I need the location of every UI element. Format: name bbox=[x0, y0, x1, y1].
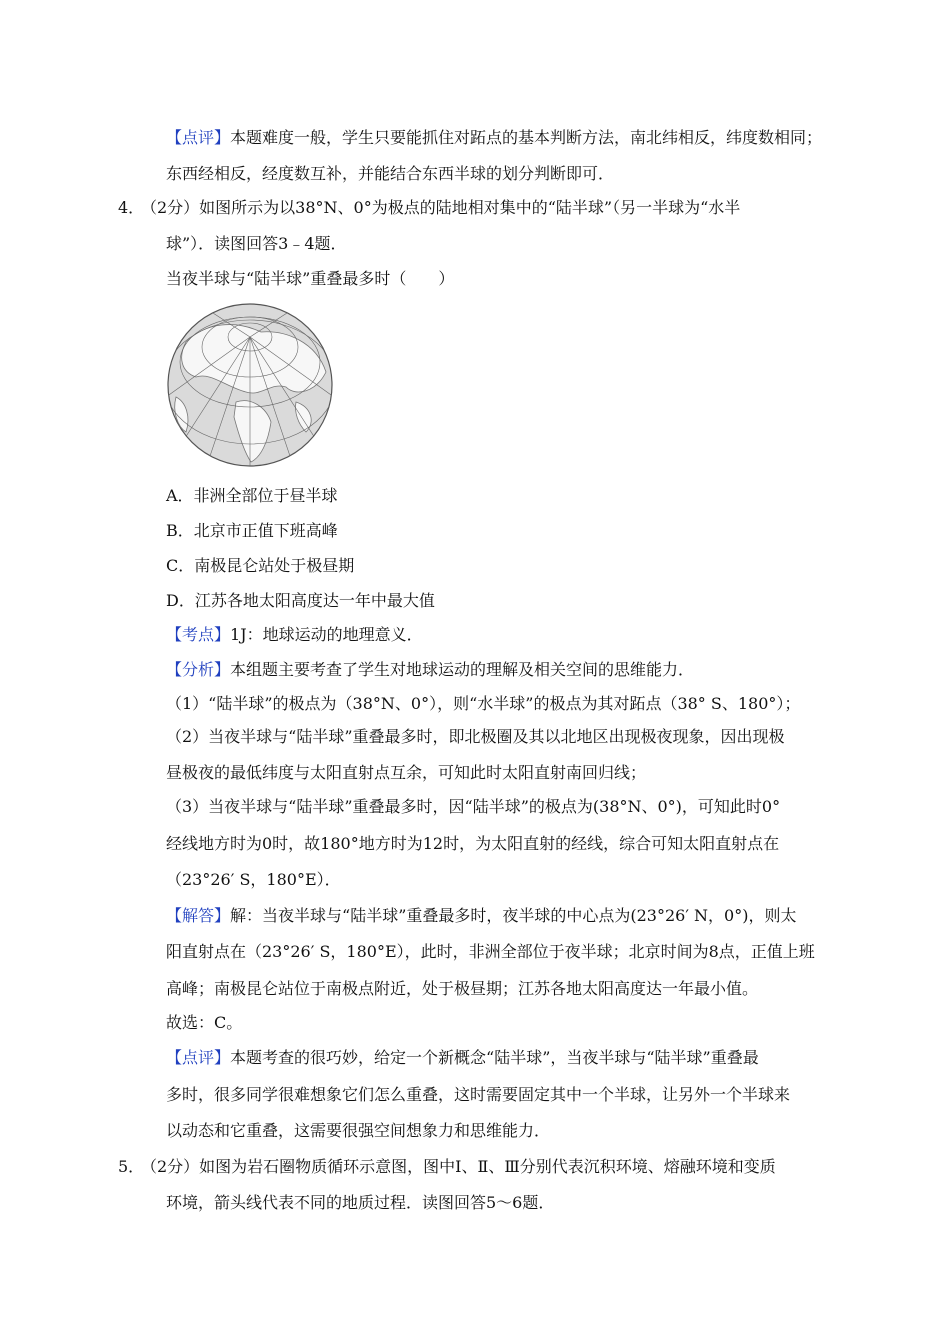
answer-line: 故选：C。 bbox=[166, 1013, 243, 1032]
analysis-line: （3）当夜半球与“陆半球”重叠最多时，因“陆半球”的极点为(38°N、0°)，可知此时0° bbox=[166, 797, 781, 816]
review-text-line: 东西经相反，经度数互补，并能结合东西半球的划分判断即可． bbox=[166, 164, 615, 183]
review-paragraph-1 bbox=[166, 128, 822, 148]
analysis-line: （1）“陆半球”的极点为（38°N、0°），则“水半球”的极点为其对跖点（38° S、180°）； bbox=[166, 694, 801, 713]
jieda-text: 解：当夜半球与“陆半球”重叠最多时，夜半球的中心点为(23°26′ N，0°)，则太 bbox=[230, 906, 797, 925]
review-text-line: 多时，很多同学很难想象它们怎么重叠，这时需要固定其中一个半球，让另外一个半球来 bbox=[166, 1085, 791, 1104]
land-hemisphere-globe-image bbox=[166, 302, 334, 468]
review-tag: 【点评】 bbox=[166, 1048, 231, 1067]
jieda-tag: 【解答】 bbox=[166, 906, 231, 925]
analysis-line: （23°26′ S，180°E）． bbox=[166, 870, 341, 889]
kaodian-paragraph bbox=[166, 625, 423, 645]
analysis-line: 经线地方时为0时，故180°地方时为12时，为太阳直射的经线，综合可知太阳直射点在 bbox=[166, 834, 780, 853]
review-text-line: 以动态和它重叠，这需要很强空间想象力和思维能力． bbox=[166, 1121, 551, 1140]
question-text: （2分）如图所示为以38°N、0°为极点的陆地相对集中的“陆半球”（另一半球为“水半 bbox=[141, 198, 741, 217]
jieda-line: 高峰；南极昆仑站位于南极点附近，处于极昼期；江苏各地太阳高度达一年最小值。 bbox=[166, 979, 759, 998]
review-text: 本题考查的很巧妙，给定一个新概念“陆半球”，当夜半球与“陆半球”重叠最 bbox=[230, 1048, 759, 1067]
question-stem: 当夜半球与“陆半球”重叠最多时（ ） bbox=[166, 269, 455, 288]
analysis-line: 昼极夜的最低纬度与太阳直射点互余，可知此时太阳直射南回归线； bbox=[166, 763, 647, 782]
option-c: C．南极昆仑站处于极昼期 bbox=[166, 556, 355, 575]
question-number: 4． bbox=[118, 198, 145, 217]
fenxi-text: 本组题主要考查了学生对地球运动的理解及相关空间的思维能力． bbox=[230, 660, 695, 679]
kaodian-tag: 【考点】 bbox=[166, 625, 231, 644]
question-text: 环境，箭头线代表不同的地质过程．读图回答5～6题． bbox=[166, 1193, 555, 1212]
kaodian-text: 1J：地球运动的地理意义． bbox=[230, 625, 423, 644]
question-text: （2分）如图为岩石圈物质循环示意图，图中Ⅰ、Ⅱ、Ⅲ分别代表沉积环境、熔融环境和变质 bbox=[141, 1157, 776, 1176]
jieda-paragraph bbox=[166, 906, 796, 926]
option-b: B．北京市正值下班高峰 bbox=[166, 521, 338, 540]
option-d: D．江苏各地太阳高度达一年中最大值 bbox=[166, 591, 435, 610]
option-a: A．非洲全部位于昼半球 bbox=[166, 486, 338, 505]
question-text: 球”）．读图回答3﹣4题． bbox=[166, 234, 347, 253]
jieda-line: 阳直射点在（23°26′ S，180°E），此时，非洲全部位于夜半球；北京时间为8点，正值上班 bbox=[166, 942, 815, 961]
review-paragraph-2 bbox=[166, 1048, 759, 1068]
question-number: 5． bbox=[118, 1157, 145, 1176]
fenxi-tag: 【分析】 bbox=[166, 660, 231, 679]
fenxi-paragraph bbox=[166, 660, 694, 680]
review-tag: 【点评】 bbox=[166, 128, 231, 147]
review-text: 本题难度一般，学生只要能抓住对跖点的基本判断方法，南北纬相反，纬度数相同； bbox=[230, 128, 823, 147]
analysis-line: （2）当夜半球与“陆半球”重叠最多时，即北极圈及其以北地区出现极夜现象，因出现极 bbox=[166, 727, 785, 746]
